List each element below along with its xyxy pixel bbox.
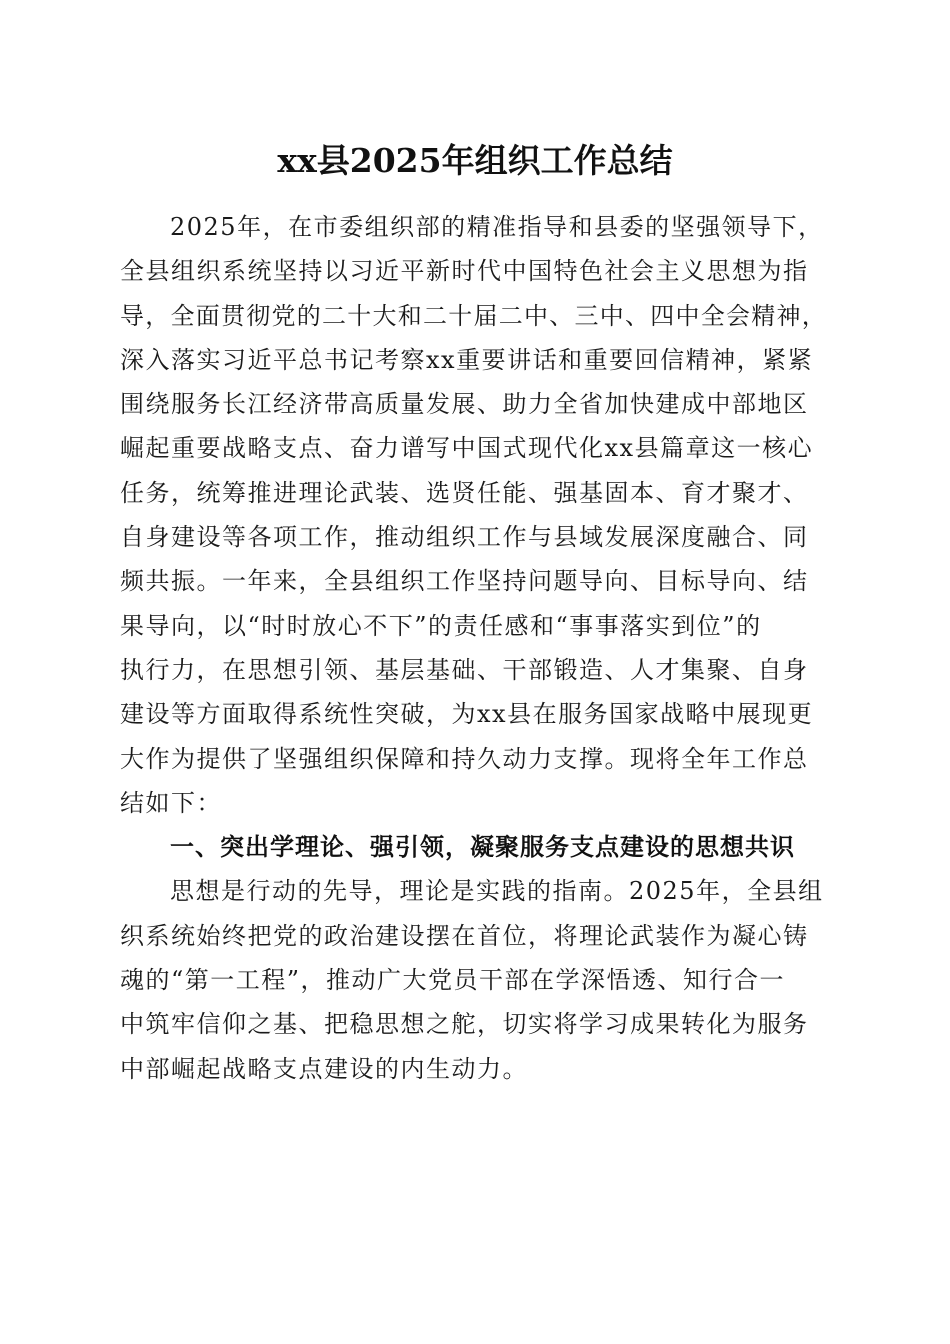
paragraph-line: 深入落实习近平总书记考察xx重要讲话和重要回信精神，紧紧 [120, 345, 814, 374]
paragraph-line: 结如下： [120, 788, 222, 817]
paragraph-line: 崛起重要战略支点、奋力谱写中国式现代化xx县篇章这一核心 [120, 434, 814, 463]
paragraph-line: 思想是行动的先导，理论是实践的指南。2025年，全县组 [170, 877, 824, 906]
paragraph-line: 执行力，在思想引领、基层基础、干部锻造、人才集聚、自身 [120, 655, 809, 684]
paragraph-line: 中部崛起战略支点建设的内生动力。 [120, 1054, 528, 1083]
section-heading: 一、突出学理论、强引领，凝聚服务支点建设的思想共识 [170, 833, 795, 862]
paragraph-line: 织系统始终把党的政治建设摆在首位，将理论武装作为凝心铸 [120, 921, 809, 950]
paragraph-line: 2025年，在市委组织部的精准指导和县委的坚强领导下， [170, 213, 824, 241]
paragraph-line: 导，全面贯彻党的二十大和二十届二中、三中、四中全会精神， [120, 301, 827, 330]
paragraph-line: 中筑牢信仰之基、把稳思想之舵，切实将学习成果转化为服务 [120, 1010, 809, 1039]
paragraph-line: 全县组织系统坚持以习近平新时代中国特色社会主义思想为指 [120, 257, 809, 286]
paragraph-line: 自身建设等各项工作，推动组织工作与县域发展深度融合、同 [120, 523, 809, 552]
paragraph-line: 任务，统筹推进理论武装、选贤任能、强基固本、育才聚才、 [120, 478, 809, 507]
paragraph-line: 大作为提供了坚强组织保障和持久动力支撑。现将全年工作总 [120, 744, 809, 773]
intro-paragraph [120, 205, 832, 1091]
paragraph-line: 建设等方面取得系统性突破，为xx县在服务国家战略中展现更 [120, 700, 814, 729]
paragraph-line: 频共振。一年来，全县组织工作坚持问题导向、目标导向、结 [120, 567, 809, 596]
paragraph-line: 果导向，以“时时放心不下”的责任感和“事事落实到位”的 [120, 611, 762, 640]
paragraph-line: 围绕服务长江经济带高质量发展、助力全省加快建成中部地区 [120, 390, 809, 419]
document-title: xx县2025年组织工作总结 [277, 141, 673, 180]
paragraph-line: 魂的“第一工程”，推动广大党员干部在学深悟透、知行合一 [120, 966, 786, 995]
